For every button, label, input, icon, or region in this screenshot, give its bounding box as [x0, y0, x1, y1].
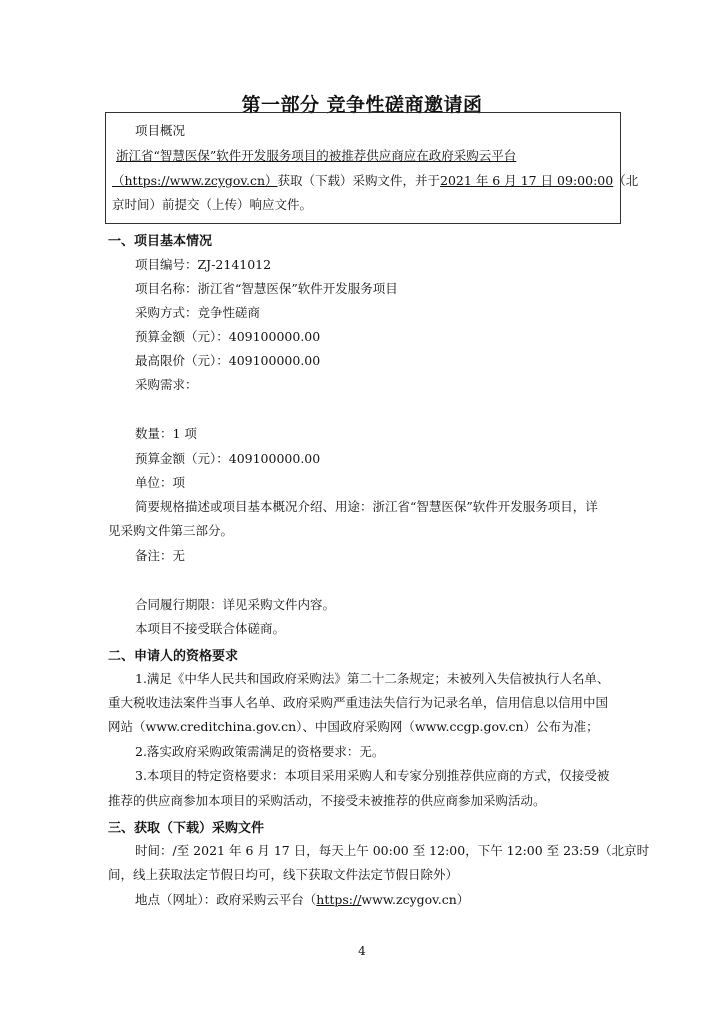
qualification-1-line-3: 网站（www.creditchina.gov.cn）、中国政府采购网（www.ccgp.gov.cn）公布为准；	[108, 719, 599, 734]
contract-period: 合同履行期限：详见采购文件内容。	[135, 597, 336, 612]
intro-line-2-end: （北	[613, 173, 639, 188]
unit: 单位：项	[135, 475, 186, 490]
section1-heading: 一、项目基本情况	[108, 234, 213, 249]
intro-line-2	[112, 172, 638, 190]
description-line-2: 见采购文件第三部分。	[108, 523, 234, 538]
budget-amount: 预算金额（元）：409100000.00	[135, 329, 321, 344]
place-prefix: 地点（网址）：政府采购云平台（	[135, 892, 317, 907]
deadline-date: 2021 年 6 月 17 日 09:00:00	[440, 173, 614, 188]
section3-heading: 三、获取（下载）采购文件	[108, 821, 265, 836]
page-number: 4	[358, 944, 366, 958]
qualification-3-line-1: 3.本项目的特定资格要求：本项目采用采购人和专家分别推荐供应商的方式，仅接受被	[135, 768, 610, 783]
project-number: 项目编号：ZJ-2141012	[135, 257, 272, 272]
time-line-2: 间，线上获取法定节假日均可，线下获取文件法定节假日除外）	[108, 867, 459, 882]
page-title: 第一部分 竞争性磋商邀请函	[241, 94, 483, 116]
qualification-3-line-2: 推荐的供应商参加本项目的采购活动，不接受未被推荐的供应商参加采购活动。	[108, 793, 546, 808]
intro-line-1: 浙江省“智慧医保”软件开发服务项目的被推荐供应商应在政府采购云平台	[116, 148, 517, 163]
qualification-2: 2.落实政府采购政策需满足的资格要求：无。	[135, 744, 385, 759]
note: 备注：无	[135, 548, 186, 563]
place-suffix: www.zcygov.cn）	[361, 892, 470, 907]
place-link[interactable]: https://	[316, 892, 362, 907]
section2-heading: 二、申请人的资格要求	[108, 649, 239, 664]
project-name: 项目名称：浙江省“智慧医保”软件开发服务项目	[135, 281, 398, 296]
budget-amount-2: 预算金额（元）：409100000.00	[135, 451, 321, 466]
description-line-1: 简要规格描述或项目基本概况介绍、用途：浙江省“智慧医保”软件开发服务项目，详	[135, 499, 598, 514]
qualification-1-line-2: 重大税收违法案件当事人名单、政府采购严重违法失信行为记录名单，信用信息以信用中国	[108, 695, 609, 710]
time-line-1: 时间：/至 2021 年 6 月 17 日，每天上午 00:00 至 12:00，下午 12:00 至 23:59（北京时	[135, 843, 650, 858]
purchase-method: 采购方式：竞争性磋商	[135, 305, 261, 320]
intro-line-2-text: 获取（下载）采购文件，并于	[277, 173, 441, 188]
purchase-requirement: 采购需求：	[135, 377, 198, 392]
max-price: 最高限价（元）：409100000.00	[135, 353, 321, 368]
intro-heading: 项目概况	[135, 123, 186, 138]
place-line	[135, 891, 469, 909]
zcygov-link[interactable]: （https://www.zcygov.cn）	[112, 173, 278, 188]
qualification-1-line-1: 1.满足《中华人民共和国政府采购法》第二十二条规定；未被列入失信被执行人名单、	[135, 671, 610, 686]
intro-line-3: 京时间）前提交（上传）响应文件。	[112, 197, 313, 212]
quantity: 数量：1 项	[135, 426, 197, 441]
consortium-note: 本项目不接受联合体磋商。	[135, 621, 286, 636]
